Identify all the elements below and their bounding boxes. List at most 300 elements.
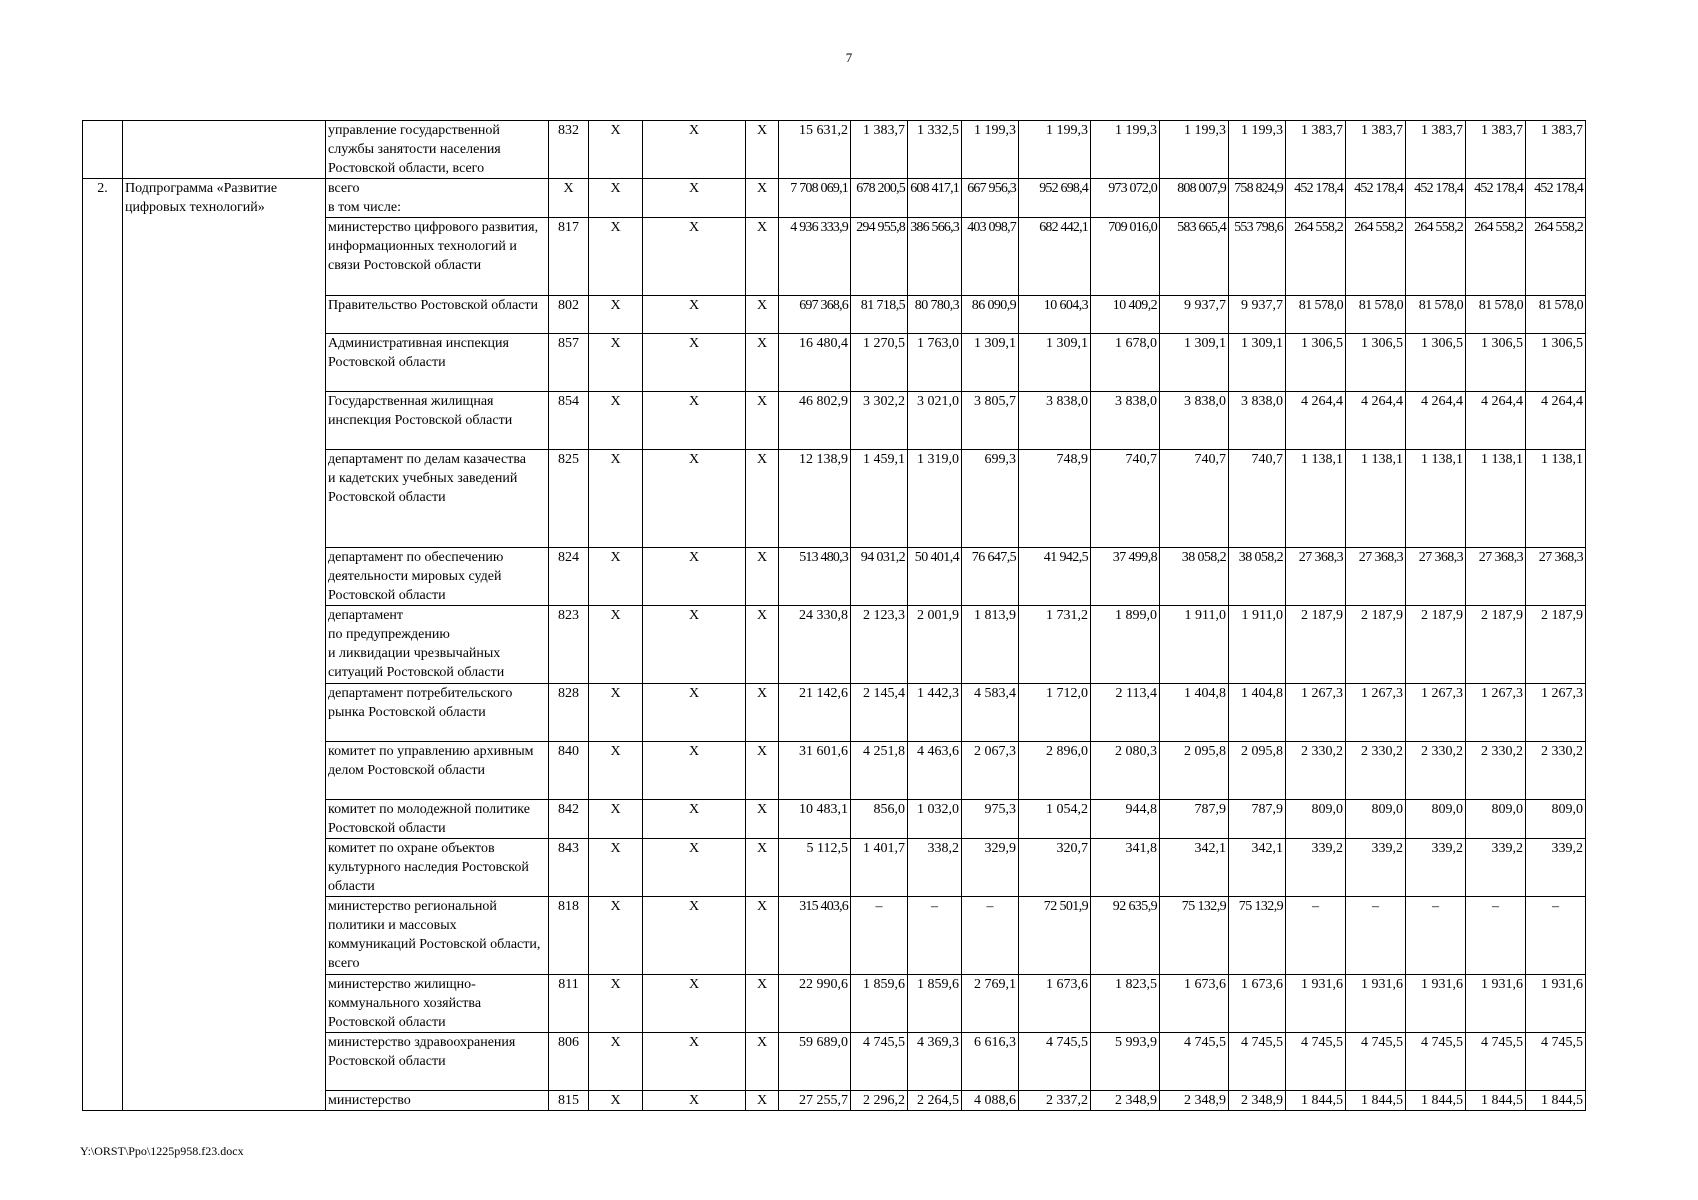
year-value-cell: 2 187,9 [1526, 606, 1586, 684]
executor-code-cell: 824 [549, 548, 589, 606]
year-value-cell: 1 306,5 [1346, 334, 1406, 392]
row-number-cell [83, 121, 123, 179]
year-value-cell: 4 264,4 [1466, 392, 1526, 450]
year-value-cell: 4 264,4 [1346, 392, 1406, 450]
executor-code-cell: 843 [549, 839, 589, 897]
year-value-cell: 452 178,4 [1346, 179, 1406, 218]
year-value-cell: 1 199,3 [1019, 121, 1091, 179]
expense-type-cell: X [746, 334, 779, 392]
target-article-cell: X [643, 450, 746, 548]
executor-code-cell: 832 [549, 121, 589, 179]
year-value-cell: 27 368,3 [1466, 548, 1526, 606]
year-value-cell: 2 123,3 [851, 606, 908, 684]
year-value-cell: 1 267,3 [1466, 684, 1526, 742]
section-code-cell: X [589, 548, 643, 606]
year-value-cell: 1 267,3 [1526, 684, 1586, 742]
year-value-cell: 583 665,4 [1160, 218, 1229, 296]
year-value-cell: 1 306,5 [1526, 334, 1586, 392]
page-number: 7 [845, 50, 853, 65]
year-value-cell: 452 178,4 [1526, 179, 1586, 218]
section-code-cell: X [589, 606, 643, 684]
year-value-cell: 452 178,4 [1466, 179, 1526, 218]
year-value-cell: 809,0 [1466, 800, 1526, 839]
year-value-cell: 264 558,2 [1286, 218, 1346, 296]
year-value-cell: 787,9 [1229, 800, 1286, 839]
year-value-cell: 1 844,5 [1526, 1091, 1586, 1111]
year-value-cell: 3 302,2 [851, 392, 908, 450]
year-value-cell: 2 187,9 [1406, 606, 1466, 684]
year-value-cell: 342,1 [1229, 839, 1286, 897]
executor-cell: Государственная жилищная инспекция Ростовской области [326, 392, 549, 450]
year-value-cell: 72 501,9 [1019, 897, 1091, 975]
year-value-cell: 1 383,7 [1346, 121, 1406, 179]
year-value-cell: 2 187,9 [1466, 606, 1526, 684]
year-value-cell: 452 178,4 [1406, 179, 1466, 218]
executor-code-cell: 818 [549, 897, 589, 975]
section-code-cell: X [589, 800, 643, 839]
year-value-cell: 2 080,3 [1091, 742, 1160, 800]
section-code-cell: X [589, 1091, 643, 1111]
year-value-cell: 1 309,1 [1019, 334, 1091, 392]
year-value-cell: 2 264,5 [908, 1091, 962, 1111]
total-cell: 7 708 069,1 [779, 179, 851, 218]
year-value-cell: 2 095,8 [1160, 742, 1229, 800]
section-code-cell: X [589, 392, 643, 450]
year-value-cell: 339,2 [1526, 839, 1586, 897]
year-value-cell: 94 031,2 [851, 548, 908, 606]
year-value-cell: 1 844,5 [1406, 1091, 1466, 1111]
total-cell: 513 480,3 [779, 548, 851, 606]
year-value-cell: 678 200,5 [851, 179, 908, 218]
year-value-cell: 10 604,3 [1019, 296, 1091, 334]
year-value-cell: 1 138,1 [1286, 450, 1346, 548]
executor-code-cell: 825 [549, 450, 589, 548]
executor-code-cell: 857 [549, 334, 589, 392]
executor-cell: комитет по охране объектов культурного наследия Ростовской области [326, 839, 549, 897]
executor-code-cell: 842 [549, 800, 589, 839]
year-value-cell: 1 138,1 [1466, 450, 1526, 548]
year-value-cell: 339,2 [1346, 839, 1406, 897]
year-value-cell: 1 199,3 [1091, 121, 1160, 179]
year-value-cell: 27 368,3 [1346, 548, 1406, 606]
year-value-cell: 1 267,3 [1406, 684, 1466, 742]
year-value-cell: 1 306,5 [1286, 334, 1346, 392]
year-value-cell: 76 647,5 [962, 548, 1019, 606]
year-value-cell: 81 578,0 [1286, 296, 1346, 334]
year-value-cell: 37 499,8 [1091, 548, 1160, 606]
year-value-cell: 4 745,5 [1466, 1033, 1526, 1091]
total-cell: 24 330,8 [779, 606, 851, 684]
year-value-cell: 1 673,6 [1160, 975, 1229, 1033]
year-value-cell: 81 718,5 [851, 296, 908, 334]
year-value-cell: 4 745,5 [1346, 1033, 1406, 1091]
year-value-cell: 4 745,5 [1019, 1033, 1091, 1091]
year-value-cell: 608 417,1 [908, 179, 962, 218]
total-cell: 15 631,2 [779, 121, 851, 179]
total-cell: 12 138,9 [779, 450, 851, 548]
executor-code-cell: 854 [549, 392, 589, 450]
year-value-cell: 1 309,1 [1160, 334, 1229, 392]
year-value-cell: 1 199,3 [962, 121, 1019, 179]
expense-type-cell: X [746, 548, 779, 606]
year-value-cell: 2 348,9 [1229, 1091, 1286, 1111]
year-value-cell: 1 138,1 [1346, 450, 1406, 548]
year-value-cell: 50 401,4 [908, 548, 962, 606]
year-value-cell: 952 698,4 [1019, 179, 1091, 218]
year-value-cell: – [1286, 897, 1346, 975]
year-value-cell: 682 442,1 [1019, 218, 1091, 296]
year-value-cell: 4 745,5 [1160, 1033, 1229, 1091]
year-value-cell: 1 859,6 [908, 975, 962, 1033]
year-value-cell: 4 745,5 [1406, 1033, 1466, 1091]
year-value-cell: 1 763,0 [908, 334, 962, 392]
year-value-cell: 1 911,0 [1160, 606, 1229, 684]
year-value-cell: 856,0 [851, 800, 908, 839]
year-value-cell: 2 187,9 [1346, 606, 1406, 684]
year-value-cell: 4 745,5 [1526, 1033, 1586, 1091]
year-value-cell: 3 838,0 [1229, 392, 1286, 450]
year-value-cell: 41 942,5 [1019, 548, 1091, 606]
year-value-cell: 4 745,5 [851, 1033, 908, 1091]
year-value-cell: – [1346, 897, 1406, 975]
year-value-cell: 1 673,6 [1019, 975, 1091, 1033]
year-value-cell: 2 896,0 [1019, 742, 1091, 800]
year-value-cell: 809,0 [1286, 800, 1346, 839]
year-value-cell: 1 267,3 [1346, 684, 1406, 742]
row-number-cell: 2. [83, 179, 123, 1111]
year-value-cell: 758 824,9 [1229, 179, 1286, 218]
year-value-cell: 1 931,6 [1526, 975, 1586, 1033]
year-value-cell: 740,7 [1160, 450, 1229, 548]
year-value-cell: 1 844,5 [1286, 1091, 1346, 1111]
expense-type-cell: X [746, 897, 779, 975]
year-value-cell: 1 931,6 [1466, 975, 1526, 1033]
year-value-cell: 1 731,2 [1019, 606, 1091, 684]
target-article-cell: X [643, 548, 746, 606]
year-value-cell: 1 673,6 [1229, 975, 1286, 1033]
year-value-cell: 709 016,0 [1091, 218, 1160, 296]
year-value-cell: 1 032,0 [908, 800, 962, 839]
year-value-cell: 809,0 [1406, 800, 1466, 839]
expense-type-cell: X [746, 684, 779, 742]
year-value-cell: 1 931,6 [1346, 975, 1406, 1033]
year-value-cell: 80 780,3 [908, 296, 962, 334]
target-article-cell: X [643, 975, 746, 1033]
year-value-cell: 294 955,8 [851, 218, 908, 296]
year-value-cell: 1 306,5 [1466, 334, 1526, 392]
year-value-cell: 1 383,7 [851, 121, 908, 179]
year-value-cell: 2 330,2 [1526, 742, 1586, 800]
total-cell: 697 368,6 [779, 296, 851, 334]
expense-type-cell: X [746, 606, 779, 684]
year-value-cell: 403 098,7 [962, 218, 1019, 296]
year-value-cell: 1 319,0 [908, 450, 962, 548]
executor-code-cell: 802 [549, 296, 589, 334]
year-value-cell: 386 566,3 [908, 218, 962, 296]
target-article-cell: X [643, 218, 746, 296]
expense-type-cell: X [746, 1091, 779, 1111]
executor-code-cell: X [549, 179, 589, 218]
year-value-cell: – [908, 897, 962, 975]
year-value-cell: 1 859,6 [851, 975, 908, 1033]
year-value-cell: 2 187,9 [1286, 606, 1346, 684]
target-article-cell: X [643, 296, 746, 334]
total-cell: 22 990,6 [779, 975, 851, 1033]
year-value-cell: 2 113,4 [1091, 684, 1160, 742]
year-value-cell: 1 306,5 [1406, 334, 1466, 392]
year-value-cell: 1 678,0 [1091, 334, 1160, 392]
section-code-cell: X [589, 1033, 643, 1091]
year-value-cell: – [1466, 897, 1526, 975]
total-cell: 59 689,0 [779, 1033, 851, 1091]
year-value-cell: 1 309,1 [962, 334, 1019, 392]
target-article-cell: X [643, 684, 746, 742]
year-value-cell: 4 369,3 [908, 1033, 962, 1091]
expense-type-cell: X [746, 296, 779, 334]
year-value-cell: 1 383,7 [1286, 121, 1346, 179]
year-value-cell: 264 558,2 [1346, 218, 1406, 296]
year-value-cell: 38 058,2 [1229, 548, 1286, 606]
target-article-cell: X [643, 1091, 746, 1111]
year-value-cell: 1 712,0 [1019, 684, 1091, 742]
year-value-cell: 342,1 [1160, 839, 1229, 897]
year-value-cell: 4 251,8 [851, 742, 908, 800]
year-value-cell: 264 558,2 [1406, 218, 1466, 296]
year-value-cell: 2 348,9 [1091, 1091, 1160, 1111]
year-value-cell: 1 404,8 [1160, 684, 1229, 742]
year-value-cell: 452 178,4 [1286, 179, 1346, 218]
executor-code-cell: 828 [549, 684, 589, 742]
year-value-cell: 4 745,5 [1229, 1033, 1286, 1091]
year-value-cell: 9 937,7 [1229, 296, 1286, 334]
section-code-cell: X [589, 296, 643, 334]
year-value-cell: 740,7 [1229, 450, 1286, 548]
year-value-cell: 339,2 [1286, 839, 1346, 897]
section-code-cell: X [589, 897, 643, 975]
budget-table [82, 120, 1586, 1111]
executor-cell: министерство региональной политики и массовых коммуникаций Ростовской области, всего [326, 897, 549, 975]
table-row [83, 179, 1586, 218]
target-article-cell: X [643, 334, 746, 392]
year-value-cell: 27 368,3 [1406, 548, 1466, 606]
year-value-cell: 86 090,9 [962, 296, 1019, 334]
year-value-cell: 27 368,3 [1286, 548, 1346, 606]
year-value-cell: 667 956,3 [962, 179, 1019, 218]
executor-code-cell: 815 [549, 1091, 589, 1111]
year-value-cell: – [851, 897, 908, 975]
program-name-cell [123, 121, 326, 179]
year-value-cell: 1 844,5 [1466, 1091, 1526, 1111]
year-value-cell: 81 578,0 [1466, 296, 1526, 334]
year-value-cell: 2 330,2 [1406, 742, 1466, 800]
year-value-cell: 4 745,5 [1286, 1033, 1346, 1091]
expense-type-cell: X [746, 450, 779, 548]
expense-type-cell: X [746, 218, 779, 296]
year-value-cell: 1 931,6 [1406, 975, 1466, 1033]
section-code-cell: X [589, 684, 643, 742]
year-value-cell: 699,3 [962, 450, 1019, 548]
executor-cell: департамент по предупреждению и ликвидации чрезвычайных ситуаций Ростовской области [326, 606, 549, 684]
section-code-cell: X [589, 839, 643, 897]
year-value-cell: 2 348,9 [1160, 1091, 1229, 1111]
section-code-cell: X [589, 975, 643, 1033]
year-value-cell: 808 007,9 [1160, 179, 1229, 218]
year-value-cell: 3 838,0 [1091, 392, 1160, 450]
target-article-cell: X [643, 800, 746, 839]
executor-code-cell: 811 [549, 975, 589, 1033]
total-cell: 27 255,7 [779, 1091, 851, 1111]
section-code-cell: X [589, 334, 643, 392]
year-value-cell: 1 844,5 [1346, 1091, 1406, 1111]
year-value-cell: 787,9 [1160, 800, 1229, 839]
year-value-cell: 2 067,3 [962, 742, 1019, 800]
year-value-cell: 2 330,2 [1346, 742, 1406, 800]
year-value-cell: 1 267,3 [1286, 684, 1346, 742]
year-value-cell: 740,7 [1091, 450, 1160, 548]
year-value-cell: 81 578,0 [1406, 296, 1466, 334]
year-value-cell: 1 199,3 [1160, 121, 1229, 179]
year-value-cell: 264 558,2 [1466, 218, 1526, 296]
year-value-cell: 2 095,8 [1229, 742, 1286, 800]
year-value-cell: 1 823,5 [1091, 975, 1160, 1033]
total-cell: 31 601,6 [779, 742, 851, 800]
target-article-cell: X [643, 1033, 746, 1091]
year-value-cell: 81 578,0 [1526, 296, 1586, 334]
year-value-cell: 2 769,1 [962, 975, 1019, 1033]
executor-cell: министерство здравоохранения Ростовской области [326, 1033, 549, 1091]
year-value-cell: 1 459,1 [851, 450, 908, 548]
expense-type-cell: X [746, 392, 779, 450]
year-value-cell: 1 442,3 [908, 684, 962, 742]
target-article-cell: X [643, 179, 746, 218]
executor-code-cell: 817 [549, 218, 589, 296]
executor-cell: департамент по делам казачества и кадетских учебных заведений Ростовской области [326, 450, 549, 548]
year-value-cell: 27 368,3 [1526, 548, 1586, 606]
expense-type-cell: X [746, 975, 779, 1033]
executor-cell: министерство цифрового развития, информационных технологий и связи Ростовской области [326, 218, 549, 296]
year-value-cell: 3 838,0 [1019, 392, 1091, 450]
executor-code-cell: 840 [549, 742, 589, 800]
total-cell: 10 483,1 [779, 800, 851, 839]
executor-cell: министерство жилищно-коммунального хозяйства Ростовской области [326, 975, 549, 1033]
year-value-cell: 341,8 [1091, 839, 1160, 897]
year-value-cell: 1 138,1 [1406, 450, 1466, 548]
expense-type-cell: X [746, 121, 779, 179]
year-value-cell: 2 330,2 [1286, 742, 1346, 800]
year-value-cell: – [1526, 897, 1586, 975]
year-value-cell: 339,2 [1466, 839, 1526, 897]
target-article-cell: X [643, 742, 746, 800]
year-value-cell: 973 072,0 [1091, 179, 1160, 218]
section-code-cell: X [589, 450, 643, 548]
year-value-cell: 5 993,9 [1091, 1033, 1160, 1091]
year-value-cell: 4 264,4 [1526, 392, 1586, 450]
year-value-cell: 1 813,9 [962, 606, 1019, 684]
expense-type-cell: X [746, 1033, 779, 1091]
year-value-cell: 1 309,1 [1229, 334, 1286, 392]
year-value-cell: 92 635,9 [1091, 897, 1160, 975]
target-article-cell: X [643, 606, 746, 684]
year-value-cell: 2 296,2 [851, 1091, 908, 1111]
total-cell: 16 480,4 [779, 334, 851, 392]
executor-cell: комитет по управлению архивным делом Ростовской области [326, 742, 549, 800]
year-value-cell: 338,2 [908, 839, 962, 897]
year-value-cell: 809,0 [1346, 800, 1406, 839]
year-value-cell: 1 404,8 [1229, 684, 1286, 742]
year-value-cell: 9 937,7 [1160, 296, 1229, 334]
year-value-cell: 339,2 [1406, 839, 1466, 897]
total-cell: 315 403,6 [779, 897, 851, 975]
executor-code-cell: 823 [549, 606, 589, 684]
total-cell: 46 802,9 [779, 392, 851, 450]
year-value-cell: 38 058,2 [1160, 548, 1229, 606]
year-value-cell: 2 330,2 [1466, 742, 1526, 800]
executor-cell: департамент по обеспечению деятельности мировых судей Ростовской области [326, 548, 549, 606]
year-value-cell: 264 558,2 [1526, 218, 1586, 296]
total-cell: 4 936 333,9 [779, 218, 851, 296]
year-value-cell: 748,9 [1019, 450, 1091, 548]
expense-type-cell: X [746, 800, 779, 839]
program-name-cell: Подпрограмма «Развитие цифровых технологий» [123, 179, 326, 1111]
target-article-cell: X [643, 392, 746, 450]
year-value-cell: 1 383,7 [1526, 121, 1586, 179]
expense-type-cell: X [746, 179, 779, 218]
target-article-cell: X [643, 897, 746, 975]
target-article-cell: X [643, 839, 746, 897]
table-row [83, 121, 1586, 179]
year-value-cell: 1 383,7 [1466, 121, 1526, 179]
expense-type-cell: X [746, 742, 779, 800]
year-value-cell: 3 021,0 [908, 392, 962, 450]
year-value-cell: 2 001,9 [908, 606, 962, 684]
year-value-cell: 320,7 [1019, 839, 1091, 897]
year-value-cell: 4 463,6 [908, 742, 962, 800]
year-value-cell: 1 899,0 [1091, 606, 1160, 684]
section-code-cell: X [589, 742, 643, 800]
year-value-cell: 3 838,0 [1160, 392, 1229, 450]
year-value-cell: 4 264,4 [1406, 392, 1466, 450]
year-value-cell: 1 931,6 [1286, 975, 1346, 1033]
expense-type-cell: X [746, 839, 779, 897]
year-value-cell: 6 616,3 [962, 1033, 1019, 1091]
year-value-cell: 944,8 [1091, 800, 1160, 839]
year-value-cell: 4 583,4 [962, 684, 1019, 742]
year-value-cell: 10 409,2 [1091, 296, 1160, 334]
year-value-cell: 329,9 [962, 839, 1019, 897]
year-value-cell: 975,3 [962, 800, 1019, 839]
executor-code-cell: 806 [549, 1033, 589, 1091]
total-cell: 5 112,5 [779, 839, 851, 897]
year-value-cell: 1 383,7 [1406, 121, 1466, 179]
executor-cell: Правительство Ростовской области [326, 296, 549, 334]
total-cell: 21 142,6 [779, 684, 851, 742]
year-value-cell: 3 805,7 [962, 392, 1019, 450]
year-value-cell: 809,0 [1526, 800, 1586, 839]
year-value-cell: 1 199,3 [1229, 121, 1286, 179]
footer-file-path: Y:\ORST\Ppo\1225p958.f23.docx [80, 1144, 244, 1158]
section-code-cell: X [589, 121, 643, 179]
year-value-cell: 1 054,2 [1019, 800, 1091, 839]
year-value-cell: 2 337,2 [1019, 1091, 1091, 1111]
year-value-cell: 4 088,6 [962, 1091, 1019, 1111]
executor-cell: всего в том числе: [326, 179, 549, 218]
executor-cell: департамент потребительского рынка Ростовской области [326, 684, 549, 742]
executor-cell: Административная инспекция Ростовской области [326, 334, 549, 392]
year-value-cell: 75 132,9 [1229, 897, 1286, 975]
section-code-cell: X [589, 179, 643, 218]
year-value-cell: 553 798,6 [1229, 218, 1286, 296]
year-value-cell: 4 264,4 [1286, 392, 1346, 450]
